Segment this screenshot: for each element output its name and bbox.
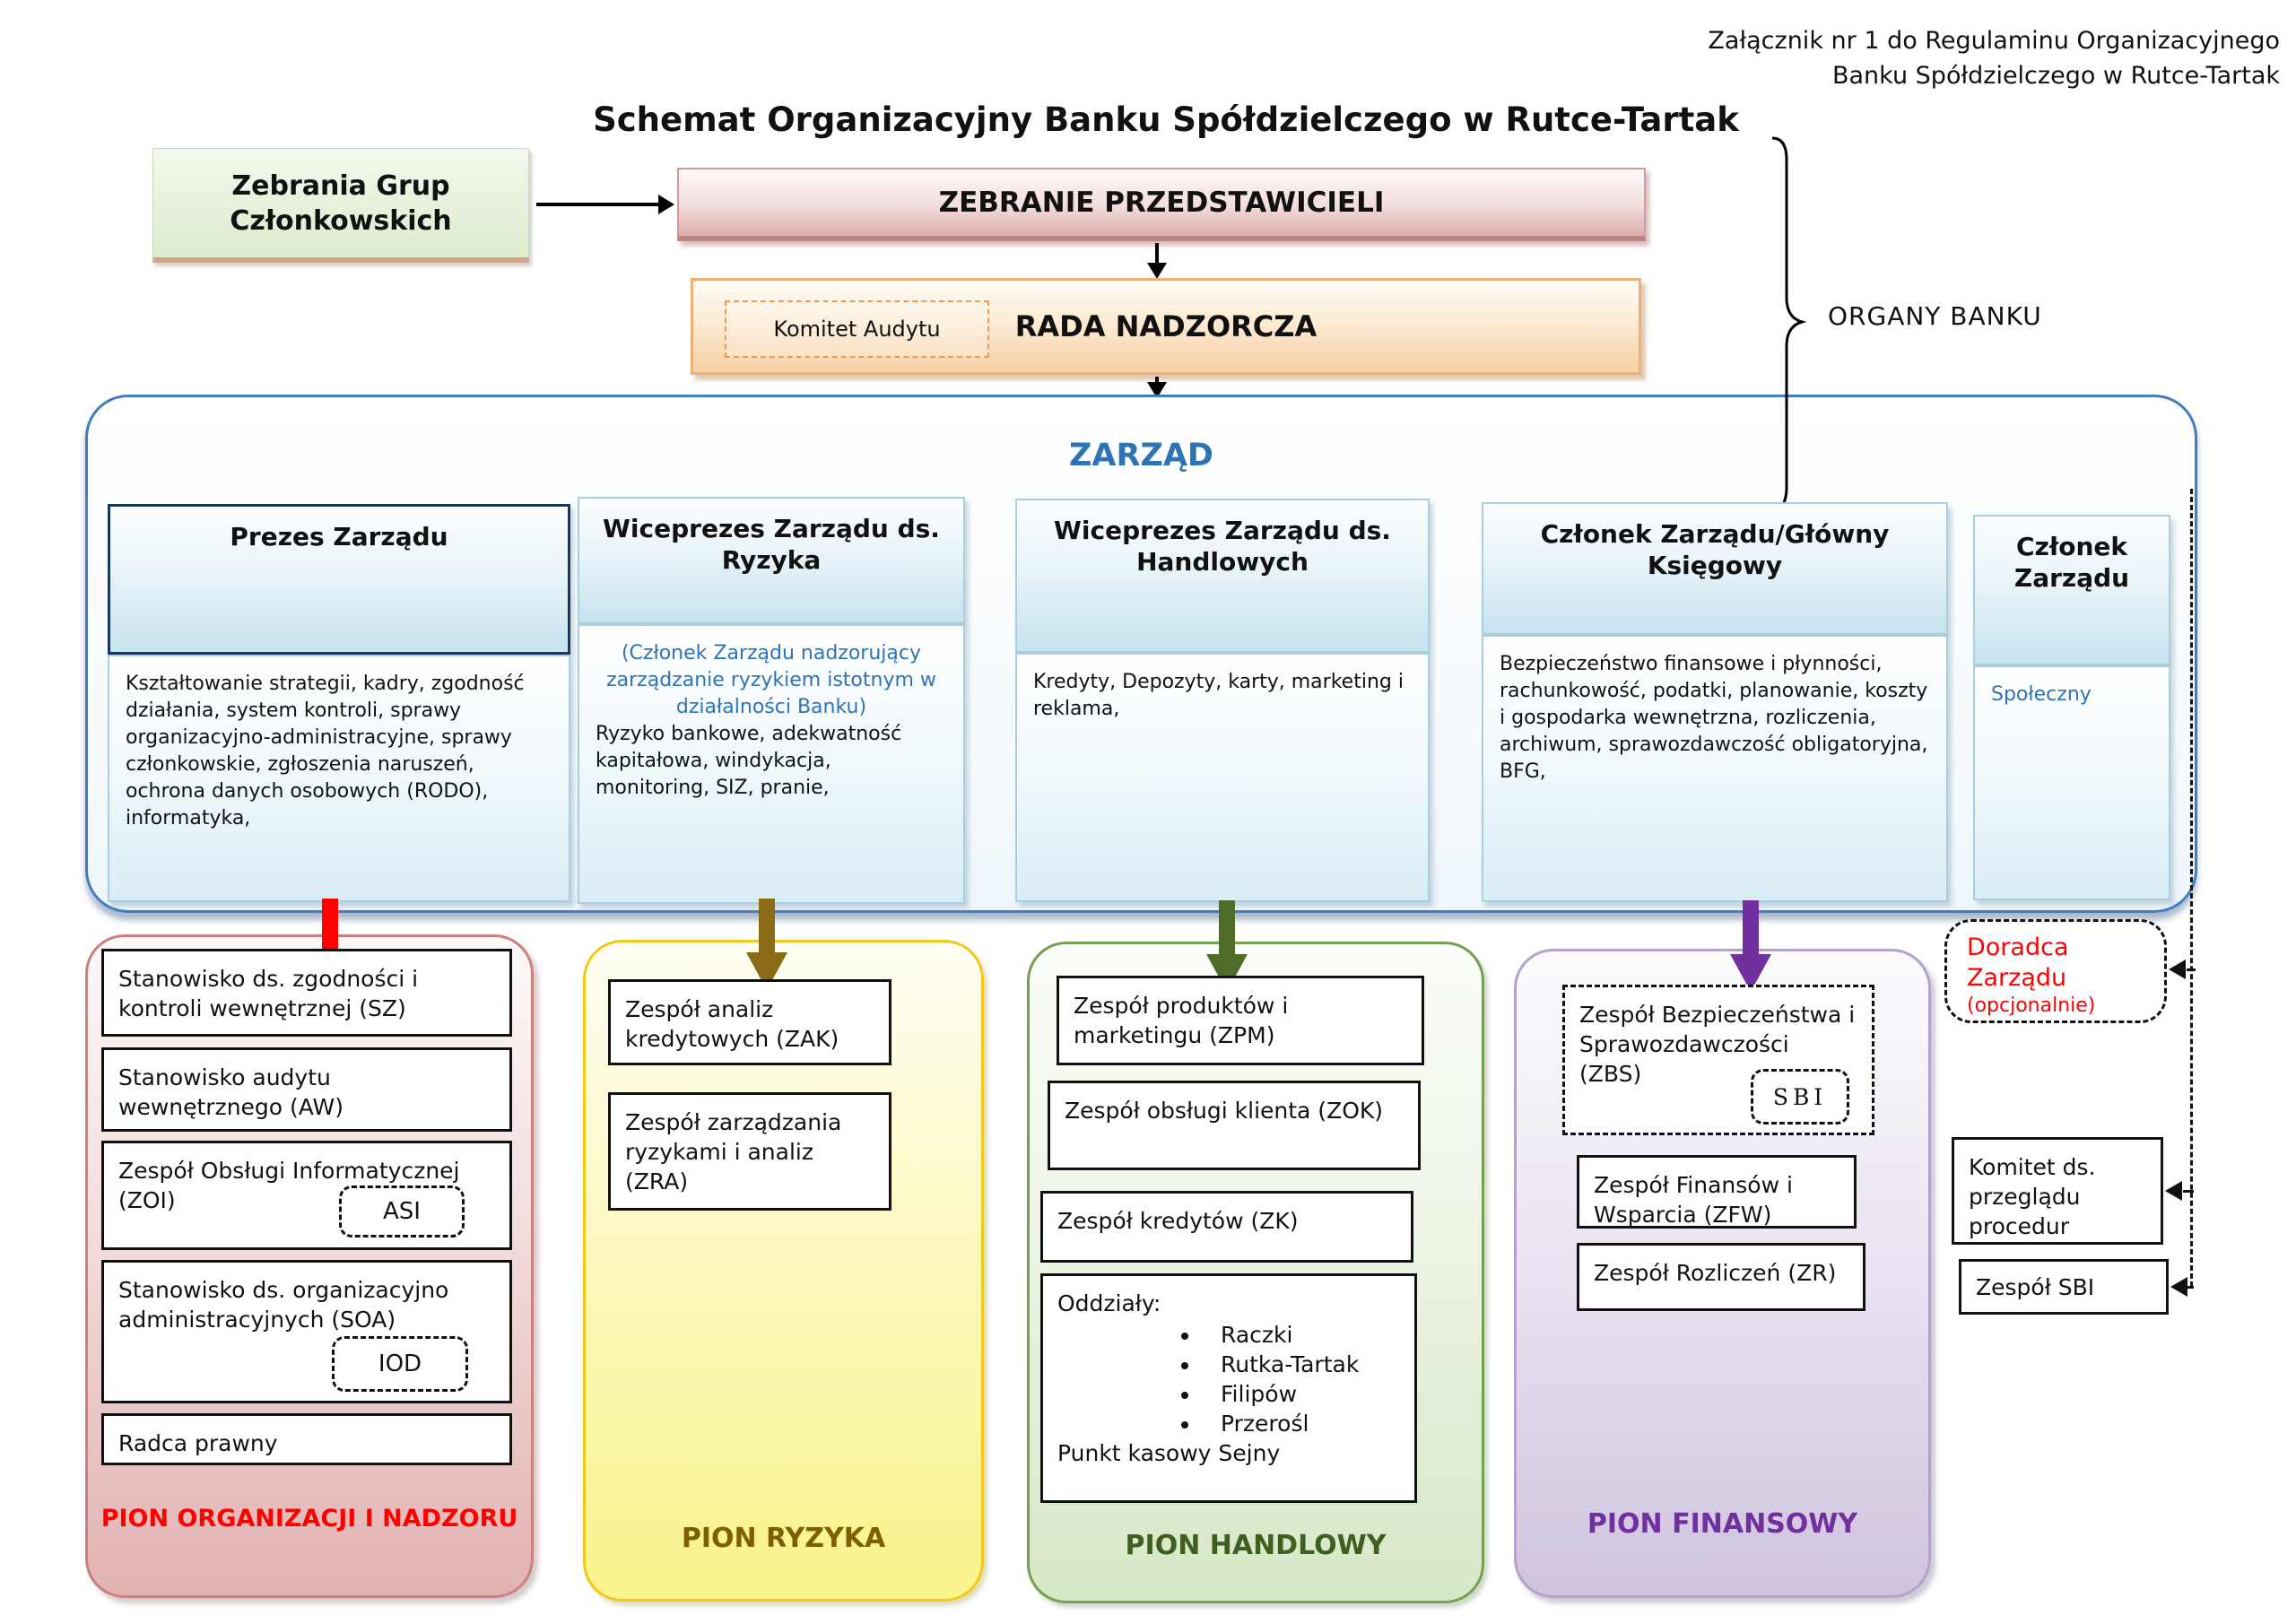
box-zra-label: Zespół zarządzania ryzykami i analiz (ZRA) xyxy=(625,1109,842,1194)
box-zr xyxy=(1577,1243,1866,1311)
box-soa-label: Stanowisko ds. organizacyjno administracyjnych (SOA) xyxy=(118,1277,449,1333)
box-zok xyxy=(1048,1081,1421,1170)
doradca-zarzadu-box xyxy=(1944,919,2167,1023)
column-ksiegowy-title: Członek Zarządu/Główny Księgowy xyxy=(1540,519,1890,580)
komitet-przegladu-box xyxy=(1952,1137,2163,1245)
dashed-arrow-komitet-head xyxy=(2165,1181,2182,1201)
box-zoi-label: Zespół Obsługi Informatycznej (ZOI) xyxy=(118,1158,460,1213)
attachment-note-line1: Załącznik nr 1 do Regulaminu Organizacyjnego xyxy=(1708,27,2280,55)
zebrania-grup-box xyxy=(152,148,529,263)
column-handel-title: Wiceprezes Zarządu ds. Handlowych xyxy=(1054,516,1391,577)
oddzial-item: • Rutka-Tartak xyxy=(1201,1350,1400,1379)
organy-banku-brace xyxy=(1760,135,1813,520)
column-handel-body xyxy=(1015,653,1430,902)
column-prezes-text: Kształtowanie strategii, kadry, zgodność działania, system kontroli, sprawy organizacyjno-administracyjne, sprawy członkowskie, zgłoszenia naruszeń, ochrona danych osobowych (RODO), informatyka, xyxy=(126,673,525,829)
dashed-arrow-doradca-head xyxy=(2169,960,2186,979)
zebranie-przedstawicieli-label: ZEBRANIE PRZEDSTAWICIELI xyxy=(938,187,1385,219)
column-prezes-title: Prezes Zarządu xyxy=(230,522,448,551)
column-prezes-header xyxy=(108,504,570,655)
pion-handlowy-label: PION HANDLOWY xyxy=(1125,1530,1387,1561)
box-radca-prawny xyxy=(101,1413,512,1465)
box-zk-label: Zespół kredytów (ZK) xyxy=(1057,1208,1299,1234)
box-zfw xyxy=(1577,1155,1857,1229)
pion-ryzyka-label: PION RYZYKA xyxy=(681,1523,886,1554)
column-handel-header xyxy=(1015,499,1430,653)
box-zra xyxy=(608,1092,891,1211)
box-zk xyxy=(1040,1191,1413,1263)
box-zfw-label: Zespół Finansów i Wsparcia (ZFW) xyxy=(1594,1172,1793,1228)
box-zr-label: Zespół Rozliczeń (ZR) xyxy=(1594,1260,1837,1286)
zespol-sbi-box xyxy=(1959,1259,2169,1315)
column-ksiegowy-header xyxy=(1482,502,1948,635)
dashed-arrow-sbi-head xyxy=(2170,1277,2187,1297)
zebrania-grup-label: Zebrania Grup Członkowskich xyxy=(230,169,452,237)
oddzialy-list xyxy=(1057,1320,1400,1438)
column-czlonek-text: Społeczny xyxy=(1991,683,2092,706)
rada-nadzorcza-label: RADA NADZORCZA xyxy=(1014,309,1318,343)
column-ryzyko-title: Wiceprezes Zarządu ds. Ryzyka xyxy=(603,514,940,575)
box-iod-label: IOD xyxy=(378,1350,422,1377)
box-zak xyxy=(608,979,891,1065)
column-ryzyko-text: Ryzyko bankowe, adekwatność kapitałowa, windykacja, monitoring, SIZ, pranie, xyxy=(596,722,902,799)
dashed-connector-sbi xyxy=(2187,1286,2194,1289)
column-ksiegowy-body xyxy=(1482,635,1948,902)
box-zbs-label: Zespół Bezpieczeństwa i Sprawozdawczości (ZBS) xyxy=(1579,1002,1856,1087)
page-title: Schemat Organizacyjny Banku Spółdzielczego w Rutce-Tartak xyxy=(593,100,1739,139)
oddzial-item: • Filipów xyxy=(1201,1379,1400,1409)
pion-finansowy-label: PION FINANSOWY xyxy=(1587,1508,1858,1540)
column-ksiegowy-text: Bezpieczeństwo finansowe i płynności, rachunkowość, podatki, planowanie, koszty i gospodarka wewnętrzna, rozliczenia, archiwum, sprawozdawczość obligatoryjna, BFG, xyxy=(1500,653,1928,783)
column-czlonek-header xyxy=(1973,515,2170,665)
dashed-connector-komitet xyxy=(2183,1190,2194,1193)
arrow-zebranie-rada-line xyxy=(1155,243,1159,265)
column-ryzyko-body xyxy=(578,624,965,904)
dashed-spine-line xyxy=(2190,489,2193,1287)
arrow-to-zebranie-head xyxy=(658,195,674,214)
oddzial-item: • Przerośl xyxy=(1201,1409,1400,1438)
komitet-audytu-label: Komitet Audytu xyxy=(773,317,941,342)
box-zok-label: Zespół obsługi klienta (ZOK) xyxy=(1065,1098,1384,1124)
box-sz-label: Stanowisko ds. zgodności i kontroli wewnętrznej (SZ) xyxy=(118,966,419,1021)
rada-nadzorcza-box xyxy=(691,278,1641,375)
oddzial-item: • Raczki xyxy=(1201,1320,1400,1350)
box-iod xyxy=(332,1336,468,1392)
arrow-to-pion-finansowego-icon xyxy=(1730,900,1771,992)
box-zpm xyxy=(1057,976,1424,1065)
column-prezes-body xyxy=(108,655,570,902)
box-aw-label: Stanowisko audytu wewnętrznego (AW) xyxy=(118,1064,344,1120)
punkt-kasowy-label: Punkt kasowy Sejny xyxy=(1057,1440,1281,1466)
attachment-note-line2: Banku Spółdzielczego w Rutce-Tartak xyxy=(1831,62,2280,91)
attachment-note xyxy=(1598,23,2280,93)
box-zpm-label: Zespół produktów i marketingu (ZPM) xyxy=(1074,993,1289,1048)
komitet-audytu-box xyxy=(725,300,989,358)
arrow-to-pion-ryzyka-icon xyxy=(746,899,787,990)
column-czlonek-title: Członek Zarządu xyxy=(2013,532,2130,593)
column-handel-text: Kredyty, Depozyty, karty, marketing i reklama, xyxy=(1033,671,1404,720)
oddzialy-title: Oddziały: xyxy=(1057,1290,1161,1316)
doradca-zarzadu-label: Doradca Zarządu xyxy=(1967,934,2069,992)
zespol-sbi-label: Zespół SBI xyxy=(1976,1273,2095,1300)
komitet-przegladu-label: Komitet ds. przeglądu procedur xyxy=(1969,1154,2096,1239)
column-ryzyko-note: (Członek Zarządu nadzorujący zarządzanie ryzykiem istotnym w działalności Banku) xyxy=(606,642,936,718)
box-sbi-inner-label: SBI xyxy=(1772,1083,1828,1110)
box-sz xyxy=(101,949,512,1037)
pion-organizacji-label: PION ORGANIZACJI I NADZORU xyxy=(100,1505,518,1533)
box-radca-prawny-label: Radca prawny xyxy=(118,1430,278,1456)
zebranie-przedstawicieli-box xyxy=(677,168,1646,241)
box-asi-label: ASI xyxy=(383,1198,421,1225)
box-asi xyxy=(339,1185,465,1238)
organy-banku-label: ORGANY BANKU xyxy=(1828,301,2042,331)
box-zak-label: Zespół analiz kredytowych (ZAK) xyxy=(625,996,839,1052)
box-oddzialy xyxy=(1040,1273,1417,1503)
box-aw xyxy=(101,1047,512,1132)
column-ryzyko-header xyxy=(578,497,965,624)
dashed-connector-doradca xyxy=(2187,968,2196,971)
arrow-to-zebranie-line xyxy=(536,203,660,206)
box-sbi-inner xyxy=(1751,1069,1849,1125)
zarzad-label: ZARZĄD xyxy=(1069,438,1213,473)
column-czlonek-body xyxy=(1973,665,2170,900)
doradca-zarzadu-note: (opcjonalnie) xyxy=(1967,994,2096,1017)
arrow-zebranie-rada-head xyxy=(1147,263,1167,279)
